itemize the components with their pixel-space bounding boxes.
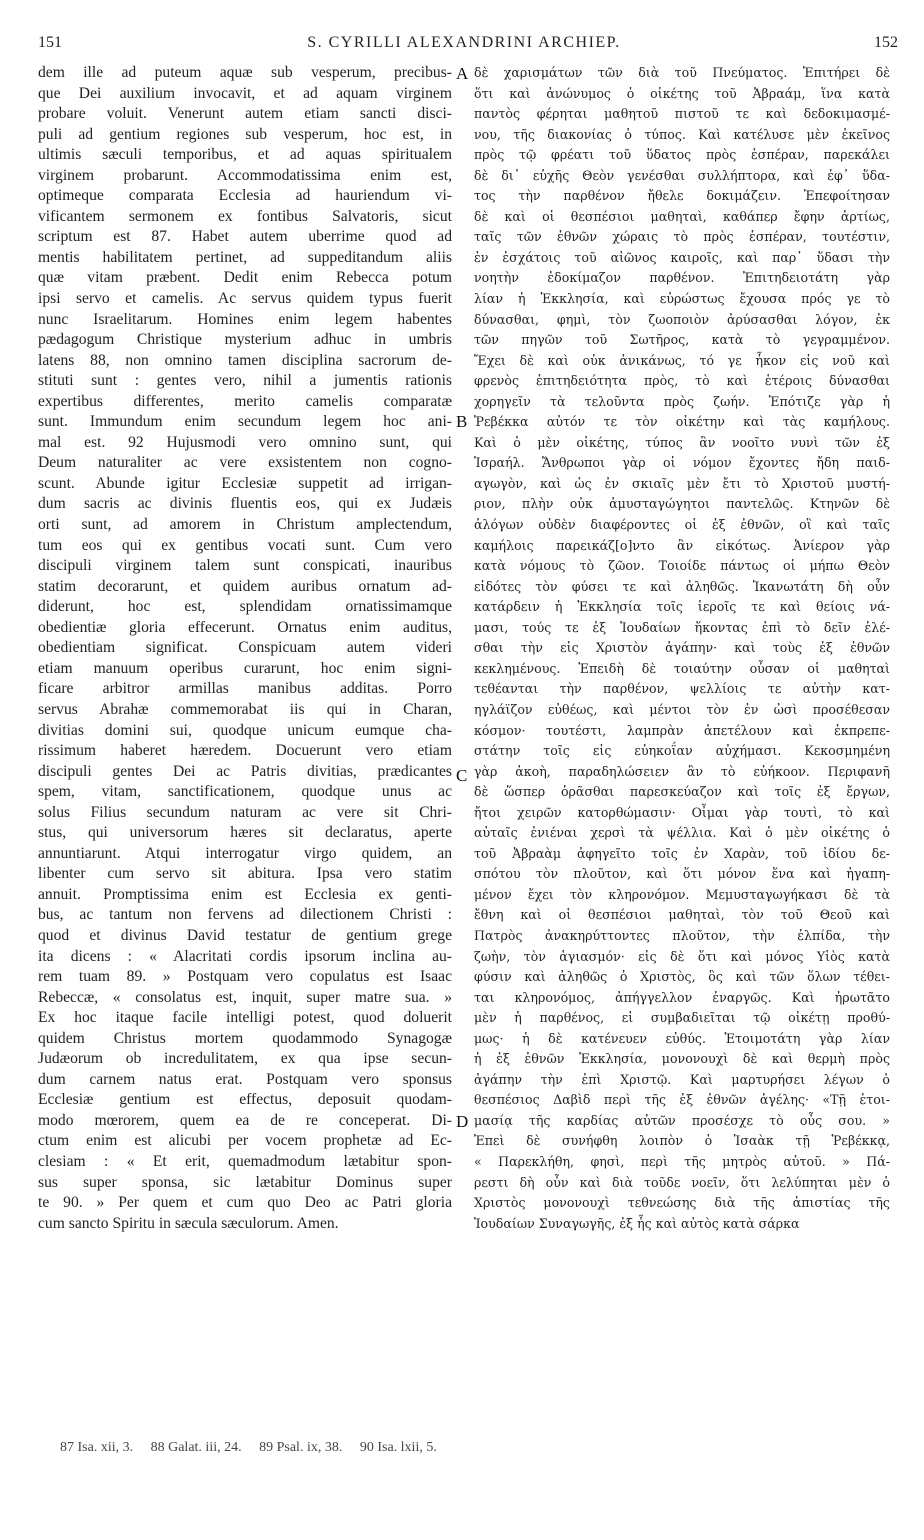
greek-text-line: Καὶ ὁ μὲν οἰκέτης, τύπος ἂν νοοῖτο νυνὶ τῶν ἐξ xyxy=(474,434,890,450)
greek-text-line: Ἰουδαίων Συναγωγῆς, ἐξ ἧς καὶ αὐτὸς κατὰ σάρκα xyxy=(474,1215,800,1231)
greek-text-line: ἡ ἐξ ἐθνῶν Ἐκκλησία, μονονουχὶ δὲ καὶ θερμὴ πρὸς xyxy=(474,1051,890,1067)
greek-text-line: ἔθνη καὶ οἱ θεσπέσιοι μαθηταὶ, τὸν τοῦ Θεοῦ καὶ xyxy=(474,907,890,923)
latin-text-line: solus Filius secundum naturam ac vere sit Chri- xyxy=(38,803,452,821)
latin-column xyxy=(38,63,452,1234)
margin-marker-a: A xyxy=(456,64,469,83)
latin-text-line: spem, vitam, sanctificationem, quodque unus ac xyxy=(38,783,452,801)
footnote: 90 Isa. lxii, 5. xyxy=(359,1440,437,1455)
page-number-left: 151 xyxy=(38,34,62,51)
greek-text-line: στάτην τοῖς εἰς εὐηκοΐαν αὐχήμασι. Κεκοσμημένη xyxy=(474,743,890,759)
greek-text-line: ηγλάϊζον εὐθέως, καὶ μέντοι τὸν ἐν ὠσὶ προσέθεσαν xyxy=(474,701,890,717)
greek-text-line: νου, τῆς διακονίας ὁ τύπος. Καὶ κατέλυσε μὲν ἐκεῖνος xyxy=(474,126,890,142)
greek-text-line: φύσιν καὶ ἀληθῶς ὁ Χριστὸς, ὃς καὶ τῶν ὅλων τέθει- xyxy=(474,969,890,985)
greek-text-line: ταῖς τῶν ἐθνῶν χώραις τὸ πρὸς ἑσπέραν, τουτέστιν, xyxy=(474,229,890,245)
latin-text-line: divitias domini sui, quodque unicum eumque cha- xyxy=(38,721,452,739)
greek-text-line: χορηγεῖν τὰ τελοῦντα πρὸς ζωήν. Ἐπότιζε γὰρ ἡ xyxy=(474,393,890,409)
latin-text-line: sunt. Immundum enim secundum legem hoc ani- xyxy=(38,413,452,431)
latin-text-line: statim decorarunt, et quidem auribus ornatum ad- xyxy=(38,577,452,595)
greek-text-line: μως· ἡ δὲ κατένευεν εὐθύς. Ἑτοιμοτάτη γὰρ λίαν xyxy=(474,1030,890,1046)
greek-text-line: δὲ δι᾽ εὐχῆς Θεὸν γενέσθαι συλλήπτορα, καὶ ἐφ᾽ ὕδα- xyxy=(474,167,890,183)
latin-text-line: quidem Christus mortem quodammodo Synagogæ xyxy=(38,1029,452,1047)
latin-text-line: ficare arbitror armillas manibus additas. Porro xyxy=(38,680,452,698)
latin-text-line: discipuli gentes Dei ac Patris divitias, prædicantes xyxy=(38,762,452,780)
latin-text-line: stus, qui universorum hæres sit declaratus, aperte xyxy=(38,824,452,842)
greek-text-line: ται κληρονόμος, ἀπήγγελλον ἐναργῶς. Καὶ ἠρωτᾶτο xyxy=(474,989,890,1005)
greek-text-line: δύνασθαι, φημὶ, τὸν ζωοποιὸν ἀρύσασθαι λόγον, ἐκ xyxy=(474,311,890,327)
greek-text-line: Χριστὸς μονονουχὶ τεθνεώσης διὰ τῆς ἀπιστίας τῆς xyxy=(474,1195,890,1211)
latin-text-line: pædagogum Christique mysterium adhuc in umbris xyxy=(38,331,452,349)
latin-text-line: mentis habilitatem pertinet, ad suppeditandum aliis xyxy=(38,248,452,266)
greek-text-line: μασι, τούς τε ἐξ Ἰουδαίων ἥκοντας ἐπὶ τὸ δεῖν ἑλέ- xyxy=(474,619,890,635)
latin-text-line: puli ad gentium regiones sub vesperum, hoc est, in xyxy=(38,125,452,143)
latin-text-line: quod et divinus David testatur de gentium grege xyxy=(38,926,452,944)
latin-text-line: discipuli virginem talem sunt conspicati, inauribus xyxy=(38,557,452,575)
greek-text-line: αὐταῖς ἐνιέναι χερσὶ τὰ ψέλλια. Καὶ ὁ μὲν οἰκέτης ὁ xyxy=(474,825,890,841)
greek-text-line: τεθέανται τὴν παρθένον, ψελλίοις τε αὐτὴν κατ- xyxy=(474,681,890,697)
greek-text-line: κόσμον· τουτέστι, λαμπρὰν ἀπετέλουν καὶ ἐκπρεπε- xyxy=(474,722,890,738)
greek-text-line: κεκλημένους. Ἐπειδὴ δὲ τοιαύτην οὖσαν οἱ μαθηταὶ xyxy=(474,660,890,676)
greek-text-line: θεσπέσιος Δαβὶδ περὶ τῆς ἐξ ἐθνῶν ἀγέλης· «Τῇ ἑτοι- xyxy=(474,1092,890,1108)
margin-marker-b: B xyxy=(456,412,468,431)
greek-text-line: κατὰ νόμους τὸ ζῶον. Τοιοίδε πάντως οἱ μήπω Θεὸν xyxy=(474,558,890,574)
latin-text-line: vificantem sermonem ex fontibus Salvatoris, sicut xyxy=(38,207,452,225)
latin-text-line: probare voluit. Venerunt autem etiam sancti disci- xyxy=(38,105,452,123)
greek-text-line: καμήλοις παρεικάζ[ο]ντο ἂν εἰκότως. Ἀνίερον γὰρ xyxy=(474,537,890,553)
latin-text-line: ipsi servo et camelis. Ac servus quidem typus fuerit xyxy=(38,290,452,308)
latin-text-line: optimeque comparata Ecclesia ad hauriendum vi- xyxy=(38,187,452,205)
greek-text-line: σπότου τὸν πλοῦτον, καὶ ὅτι μόνον ἕνα καὶ ἠγαπη- xyxy=(474,866,890,882)
margin-marker-d: D xyxy=(456,1112,469,1131)
greek-text-line: ρεστι δὴ οὖν καὶ διὰ τοῦδε νοεῖν, ὅτι λελύπηται μὲν ὁ xyxy=(474,1174,890,1190)
greek-text-line: αγωγὸν, καὶ ὡς ἐν σκιαῖς μὲν ἔτι τὸ Χριστοῦ μυστή- xyxy=(474,475,890,491)
greek-text-line: λίαν ἡ Ἐκκλησία, καὶ εὐρώστως ἔχουσα πρός γε τὸ xyxy=(474,291,890,307)
latin-text-line: diderunt, hoc est, splendidam ornatissimamque xyxy=(38,598,452,616)
greek-text-line: ὅτι καὶ ἀνώνυμος ὁ οἰκέτης τοῦ Ἀβραάμ, ἵνα κατὰ xyxy=(474,85,890,101)
latin-text-line: obedientiæ gloria effecerunt. Ornatus enim auditus, xyxy=(38,618,452,636)
greek-text-line: μασίᾳ τῆς καρδίας αὐτῶν προσέσχε τὸ οὖς σου. » xyxy=(474,1112,890,1128)
latin-text-line: annuntiarunt. Atqui interrogatur virgo quidem, an xyxy=(38,844,452,862)
greek-text-line: ἐν ἐσχάτοις τοῦ αἰῶνος καιροῖς, καὶ παρ᾽ ὕδασι τὴν xyxy=(474,249,890,265)
latin-text-line: latens 88, non omnino tamen disciplina sacrorum de- xyxy=(38,351,452,369)
greek-text-line: ζωὴν, τὸν ἁγιασμόν· εἰς δὲ ὅτι καὶ μόνος Υἱὸς κατὰ xyxy=(474,948,890,964)
greek-text-line: Ἐπεὶ δὲ συνήφθη λοιπὸν ὁ Ἰσαὰκ τῇ Ῥεβέκκᾳ, xyxy=(474,1133,890,1149)
latin-text-line: annuit. Promptissima enim est Ecclesia ex genti- xyxy=(38,885,452,903)
footnote: 87 Isa. xii, 3. xyxy=(60,1440,134,1455)
latin-text-line: sus super sponsa, sic lætabitur Dominus super xyxy=(38,1173,452,1191)
greek-text-line: πρὸς τῷ φρέατι τοῦ ὕδατος πρὸς ἑσπέραν, παρεκάλει xyxy=(474,147,890,163)
latin-text-line: bus, ac tantum non fervens ad dilectionem Christi : xyxy=(38,906,452,924)
greek-text-line: τος τὴν παρθένον ἤθελε δοκιμάζειν. Ἐπεφοίτησαν xyxy=(474,188,890,204)
greek-text-line: κατάρδειν ἡ Ἐκκλησία τοῖς ἱεροῖς τε καὶ θείοις νά- xyxy=(474,599,890,615)
latin-text-line: rem tuam 89. » Postquam vero copulatus est Isaac xyxy=(38,968,452,986)
greek-text-line: μένον ἔχει τὸν κληρονόμον. Μεμυσταγωγήκασι δὲ τὰ xyxy=(474,886,890,902)
latin-text-line: clesiam : « Et erit, quemadmodum lætabitur spon- xyxy=(38,1152,452,1170)
latin-text-line: tum eos qui ex gentibus vocati sunt. Cum vero xyxy=(38,536,452,554)
greek-text-line: δὲ καὶ οἱ θεσπέσιοι μαθηταὶ, καθάπερ ἔφην ἀρτίως, xyxy=(474,208,890,224)
latin-text-line: scriptum est 87. Habet autem uberrime quod ad xyxy=(38,228,452,246)
latin-text-line: Judæorum ob incredulitatem, ex qua ipse secun- xyxy=(38,1050,452,1068)
latin-text-line: Rebeccæ, « consolatus est, inquit, super matre sua. » xyxy=(38,988,452,1006)
latin-text-line: etiam manuum operibus curarunt, hoc enim signi- xyxy=(38,659,452,677)
greek-text-line: παντὸς φέρηται μαθητοῦ πιστοῦ τε καὶ δεδοκιμασμέ- xyxy=(474,106,890,122)
greek-text-line: ἀγάπην τὴν ἐπὶ Χριστῷ. Καὶ μαρτυρήσει λέγων ὁ xyxy=(474,1071,890,1087)
latin-text-line: quæ vitam præbent. Dedit enim Rebecca potum xyxy=(38,269,452,287)
greek-text-line: τοῦ Ἀβραὰμ ἀφηγεῖτο τοῖς ἐν Χαρὰν, τοῦ ἰδίου δε- xyxy=(474,845,890,861)
footnote: 89 Psal. ix, 38. xyxy=(259,1440,343,1455)
footnote: 88 Galat. iii, 24. xyxy=(150,1440,242,1455)
latin-text-line: te 90. » Per quem et cum quo Deo ac Patri gloria xyxy=(38,1194,452,1212)
greek-text-line: ἤτοι χειρῶν κατορθώμασιν· Οἶμαι γὰρ τουτὶ, τὸ καὶ xyxy=(474,804,890,820)
latin-text-line: Ex hoc itaque facile intelligi potest, quod doluerit xyxy=(38,1009,452,1027)
latin-text-line: que Dei auxilium invocavit, et ad aquam virginem xyxy=(38,84,452,102)
latin-text-line: obedientiam significat. Conspicuam autem videri xyxy=(38,639,452,657)
latin-text-line: nunc Israelitarum. Homines enim legem habentes xyxy=(38,310,452,328)
greek-text-line: Πατρὸς ἀνακηρύττοντες πλοῦτον, τὴν ἐλπίδα, τὴν xyxy=(474,927,890,943)
latin-text-line: libenter cum servo sit abitura. Ipsa vero statim xyxy=(38,865,452,883)
greek-text-line: νοητὴν ἐδοκίμαζον παρθένον. Ἐπιτηδειοτάτη γὰρ xyxy=(474,270,890,286)
latin-text-line: cum sancto Spiritu in sæcula sæculorum. Amen. xyxy=(38,1214,339,1232)
greek-text-line: τῶν πηγῶν τοῦ Σωτῆρος, κατὰ τὸ γεγραμμένον. xyxy=(474,332,890,348)
latin-text-line: mal est. 92 Hujusmodi vero omnino sunt, qui xyxy=(38,433,452,451)
latin-text-line: expertibus differentes, merito camelis comparatæ xyxy=(38,392,452,410)
greek-text-line: σθαι τὴν εἰς Χριστὸν ἀγάπην· καὶ τοὺς ἐξ ἐθνῶν xyxy=(474,640,890,656)
latin-text-line: virginem probarunt. Accommodatissima enim est, xyxy=(38,166,452,184)
greek-text-line: γὰρ ἀκοὴ, παραδηλώσειεν ἂν τὸ εὐήκοον. Περιφανῆ xyxy=(474,763,890,779)
greek-text-line: δὲ ὥσπερ ὁρᾶσθαι παρεσκεύαζον καὶ τοῖς ἐξ ἔργων, xyxy=(474,784,890,800)
running-title: S. CYRILLI ALEXANDRINI ARCHIEP. xyxy=(307,34,621,51)
greek-text-line: φρενὸς ἐπιτηδειότητα πρὸς, τὸ καὶ ἑτέροις δύνασθαι xyxy=(474,373,890,389)
latin-text-line: dem ille ad puteum aquæ sub vesperum, precibus- xyxy=(38,64,452,81)
greek-text-line: δὲ χαρισμάτων τῶν διὰ τοῦ Πνεύματος. Ἐπιτήρει δὲ xyxy=(474,65,890,80)
latin-text-line: dum sacris ac divinis fluentis eos, qui ex Judæis xyxy=(38,495,452,513)
greek-text-line: ἀλόγων οὐδὲν διαφέροντες οἱ ἐξ ἐθνῶν, οἳ καὶ ταῖς xyxy=(474,517,890,533)
latin-text-line: Deum naturaliter ac vere exsistentem non cogno- xyxy=(38,454,452,472)
latin-text-line: modo mœrorem, quem ea de re conceperat. Di- xyxy=(38,1111,452,1129)
latin-text-line: ultimis sæculi temporibus, et ad aquas spiritualem xyxy=(38,146,452,164)
page-number-right: 152 xyxy=(874,34,898,51)
latin-text-line: orti sunt, ad amorem in Christum amplectendum, xyxy=(38,516,452,534)
latin-text-line: stituti sunt : gentes vero, nihil a jumentis rationis xyxy=(38,372,452,390)
latin-text-line: dum carnem natus erat. Postquam vero sponsus xyxy=(38,1070,452,1088)
greek-column xyxy=(474,63,890,1234)
greek-text-line: Ἰσραήλ. Ἄνθρωποι γὰρ οἱ νόμον ἔχοντες ἤδη παιδ- xyxy=(474,455,890,471)
latin-text-line: ctum enim est alicubi per vocem prophetæ ad Ec- xyxy=(38,1132,452,1150)
latin-text-line: rissimum haberet hæredem. Docuerunt vero etiam xyxy=(38,742,452,760)
greek-text-line: ριον, πλὴν οὐκ ἀμυσταγώγητοι παντελῶς. Κτηνῶν δὲ xyxy=(474,496,890,512)
running-header xyxy=(30,34,898,64)
greek-text-line: εἰδότες τὸν φύσει τε καὶ ἀληθῶς. Ἱκανωτάτη δὴ οὖν xyxy=(474,578,890,594)
footnotes xyxy=(60,1440,880,1456)
latin-text-line: scunt. Abunde igitur Ecclesiæ suppetit ad irrigan- xyxy=(38,474,452,492)
greek-text-line: Ἔχει δὲ καὶ οὐκ ἀνικάνως, τό γε ἧκον εἰς νοῦ καὶ xyxy=(474,352,890,368)
greek-text-line: μὲν ἡ παρθένος, εἰ συμβαδιεῖται τῷ οἰκέτῃ προθύ- xyxy=(474,1010,890,1026)
latin-text-line: ita dicens : « Alacritati cordis ipsorum inclina au- xyxy=(38,947,452,965)
greek-text-line: Ῥεβέκκα αὐτόν τε τὸν οἰκέτην καὶ τὰς καμήλους. xyxy=(474,414,890,430)
latin-text-line: servus Abrahæ commemorabat iis qui in Charan, xyxy=(38,700,452,718)
latin-text-line: Ecclesiæ gentium est effectus, deposuit quodam- xyxy=(38,1091,452,1109)
margin-marker-c: C xyxy=(456,766,468,785)
greek-text-line: « Παρεκλήθη, φησὶ, περὶ τῆς μητρὸς αὐτοῦ. » Πά- xyxy=(474,1153,890,1169)
